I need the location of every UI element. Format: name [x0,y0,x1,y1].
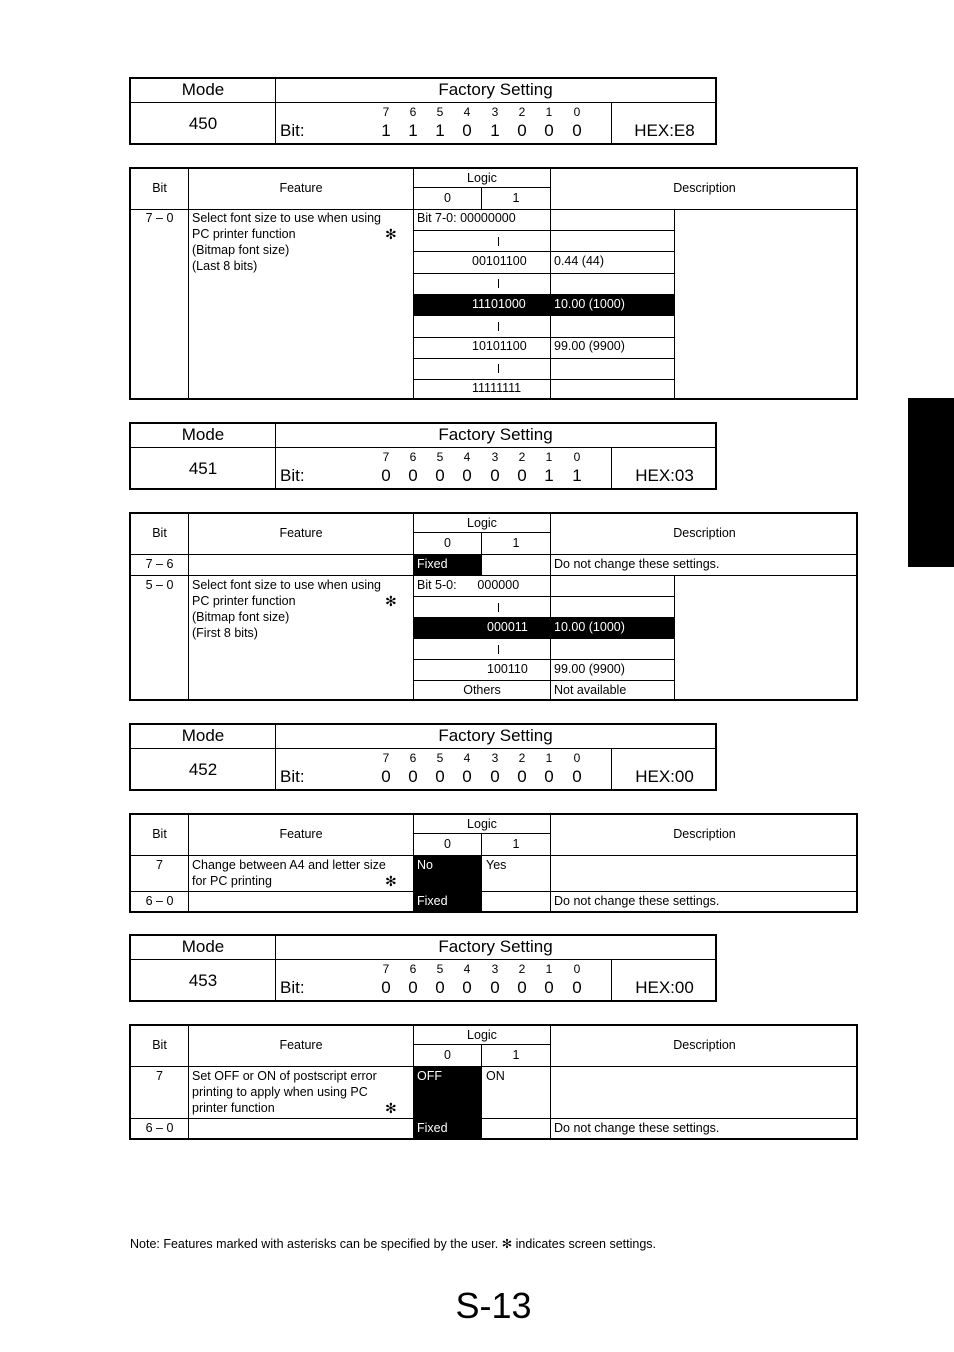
header-logic-1: 1 [512,536,520,550]
bit-value: 0 [381,978,391,997]
description-value-factory: 10.00 (1000) [554,297,625,311]
factory-setting-label: Factory Setting [438,80,553,99]
bit-value: 1 [408,121,418,140]
bit-value: 0 [435,767,445,786]
logic1-value: ON [486,1069,505,1083]
continuation-tick [498,279,499,288]
mode-box-450 [129,77,717,145]
mode-label: Mode [181,80,225,99]
continuation-tick [498,237,499,246]
logic-value: 100110 [487,662,528,676]
bit-range: 7 [156,1069,163,1083]
bit-value: 0 [435,978,445,997]
header-logic-0: 0 [444,837,451,851]
bit-label: Bit: [280,767,305,786]
bit-value: 0 [490,466,500,485]
bit-value: 0 [462,121,472,140]
header-logic-1: 1 [512,1048,520,1062]
bit-number: 1 [545,962,553,976]
logic-value: 11111111 [472,381,522,395]
bit-value: 0 [517,121,527,140]
feature-line: Select font size to use when using [192,211,382,225]
continuation-tick [498,603,499,612]
bit-value: 0 [381,767,391,786]
asterisk-icon: ✻ [385,593,397,609]
bit-number: 4 [463,751,471,765]
bit-value: 0 [572,767,582,786]
logic-value: Bit 5-0: 000000 [417,578,520,592]
bit-range: 6 – 0 [145,894,174,908]
description-value-factory: 10.00 (1000) [554,620,625,634]
feature-line: PC printer function [192,227,296,241]
header-feature: Feature [279,1038,323,1052]
bit-number: 4 [463,962,471,976]
feature-line: Set OFF or ON of postscript error [192,1069,377,1083]
detail-table-452 [129,813,858,913]
bit-number: 1 [545,751,553,765]
logic0-value-factory: No [417,858,433,872]
description-value: 99.00 (9900) [554,662,625,676]
bit-value: 1 [490,121,500,140]
bit-label: Bit: [280,466,305,485]
hex-value: HEX:00 [635,978,694,997]
feature-line: (Last 8 bits) [192,259,258,273]
bit-number: 1 [545,105,553,119]
bit-value: 0 [408,466,418,485]
asterisk-icon: ✻ [385,226,397,242]
hex-value: HEX:00 [635,767,694,786]
header-logic: Logic [467,516,497,530]
feature-line: PC printer function [192,594,296,608]
logic-value: 10101100 [472,339,527,353]
footnote: Note: Features marked with asterisks can be specified by the user. ✻ indicates screen settings. [130,1237,657,1251]
header-description: Description [673,526,736,540]
description-value: 0.44 (44) [554,254,605,268]
bit-number: 5 [436,450,444,464]
bit-value: 0 [517,466,527,485]
bit-number: 0 [573,105,581,119]
bit-number: 7 [382,962,390,976]
bit-value: 0 [381,466,391,485]
bit-value: 0 [462,466,472,485]
bit-range: 7 [156,858,163,872]
mode-number: 453 [188,971,218,990]
feature-line: (Bitmap font size) [192,610,290,624]
bit-label: Bit: [280,978,305,997]
bit-number: 6 [409,450,417,464]
continuation-tick [498,322,499,331]
feature-line: (First 8 bits) [192,626,258,640]
bit-range: 7 – 0 [145,211,174,225]
factory-setting-label: Factory Setting [438,425,553,444]
header-logic-0: 0 [444,191,451,205]
logic-value-factory: 000011 [487,620,528,634]
header-description: Description [673,827,736,841]
bit-number: 6 [409,105,417,119]
header-bit: Bit [152,181,167,195]
header-description: Description [673,1038,736,1052]
bit-number: 7 [382,450,390,464]
logic-value: Others [463,683,501,697]
bit-number: 3 [491,751,499,765]
bit-number: 6 [409,751,417,765]
header-logic-0: 0 [444,1048,451,1062]
bit-value: 0 [408,767,418,786]
asterisk-icon: ✻ [385,873,397,889]
bit-number: 4 [463,105,471,119]
header-logic: Logic [467,1028,497,1042]
header-logic-1: 1 [512,837,520,851]
mode-label: Mode [181,937,225,956]
bit-value: 0 [572,978,582,997]
header-bit: Bit [152,1038,167,1052]
bit-number: 5 [436,751,444,765]
bit-value: 1 [435,121,445,140]
detail-table-453 [129,1024,858,1140]
logic-value: Bit 7-0: 00000000 [417,211,516,225]
feature-line: printer function [192,1101,275,1115]
logic0-value-factory: Fixed [417,1121,448,1135]
bit-number: 3 [491,450,499,464]
mode-box-453 [129,934,717,1002]
header-feature: Feature [279,181,323,195]
bit-value: 0 [517,767,527,786]
mode-label: Mode [181,425,225,444]
bit-number: 5 [436,105,444,119]
feature-line: (Bitmap font size) [192,243,290,257]
factory-setting-label: Factory Setting [438,726,553,745]
bit-range: 6 – 0 [145,1121,174,1135]
header-bit: Bit [152,827,167,841]
header-logic: Logic [467,171,497,185]
continuation-tick [498,645,499,654]
feature-line: Select font size to use when using [192,578,382,592]
header-description: Description [673,181,736,195]
bit-number: 6 [409,962,417,976]
mode-label: Mode [181,726,225,745]
logic1-value: Yes [486,858,507,872]
page-number: S-13 [455,1285,532,1326]
bit-value: 0 [544,121,554,140]
description-value: Do not change these settings. [554,1121,720,1135]
bit-number: 7 [382,751,390,765]
bit-number: 0 [573,450,581,464]
factory-setting-label: Factory Setting [438,937,553,956]
bit-number: 1 [545,450,553,464]
bit-value: 0 [544,978,554,997]
hex-value: HEX:03 [635,466,694,485]
bit-value: 1 [544,466,554,485]
bit-value: 0 [572,121,582,140]
bit-value: 0 [517,978,527,997]
logic0-value-factory: Fixed [417,557,448,571]
description-value: Do not change these settings. [554,894,720,908]
detail-table-451 [129,512,858,701]
mode-number: 451 [188,459,218,478]
logic-value-factory: 11101000 [472,297,526,311]
header-feature: Feature [279,526,323,540]
bit-number: 3 [491,962,499,976]
bit-number: 7 [382,105,390,119]
header-bit: Bit [152,526,167,540]
bit-value: 0 [544,767,554,786]
logic-value: 00101100 [472,254,527,268]
mode-box-451 [129,422,717,490]
mode-box-452 [129,723,717,791]
bit-number: 2 [518,105,526,119]
logic0-value-factory: Fixed [417,894,448,908]
mode-number: 452 [188,760,218,779]
bit-range: 5 – 0 [145,578,174,592]
bit-value: 1 [381,121,391,140]
hex-value: HEX:E8 [634,121,695,140]
description-value: Do not change these settings. [554,557,720,571]
header-logic-0: 0 [444,536,451,550]
mode-number: 450 [188,114,218,133]
section-tab-marker [908,398,954,567]
detail-table-450 [129,167,858,400]
bit-number: 2 [518,751,526,765]
description-value: Not available [554,683,627,697]
bit-value: 1 [572,466,582,485]
header-feature: Feature [279,827,323,841]
feature-line: for PC printing [192,874,272,888]
bit-value: 0 [462,767,472,786]
bit-number: 0 [573,751,581,765]
bit-number: 5 [436,962,444,976]
feature-line: Change between A4 and letter size [192,858,386,872]
feature-line: printing to apply when using PC [192,1085,368,1099]
header-logic-1: 1 [512,191,520,205]
description-value: 99.00 (9900) [554,339,625,353]
bit-value: 0 [462,978,472,997]
bit-number: 3 [491,105,499,119]
continuation-tick [498,364,499,373]
bit-number: 4 [463,450,471,464]
bit-value: 0 [435,466,445,485]
bit-number: 0 [573,962,581,976]
logic0-value-factory: OFF [417,1069,442,1083]
asterisk-icon: ✻ [385,1100,397,1116]
header-logic: Logic [467,817,497,831]
factory-highlight [414,618,674,638]
bit-value: 0 [490,767,500,786]
bit-number: 2 [518,450,526,464]
bit-value: 0 [490,978,500,997]
bit-value: 0 [408,978,418,997]
factory-highlight [414,295,674,315]
bit-range: 7 – 6 [145,557,174,571]
bit-label: Bit: [280,121,305,140]
bit-number: 2 [518,962,526,976]
